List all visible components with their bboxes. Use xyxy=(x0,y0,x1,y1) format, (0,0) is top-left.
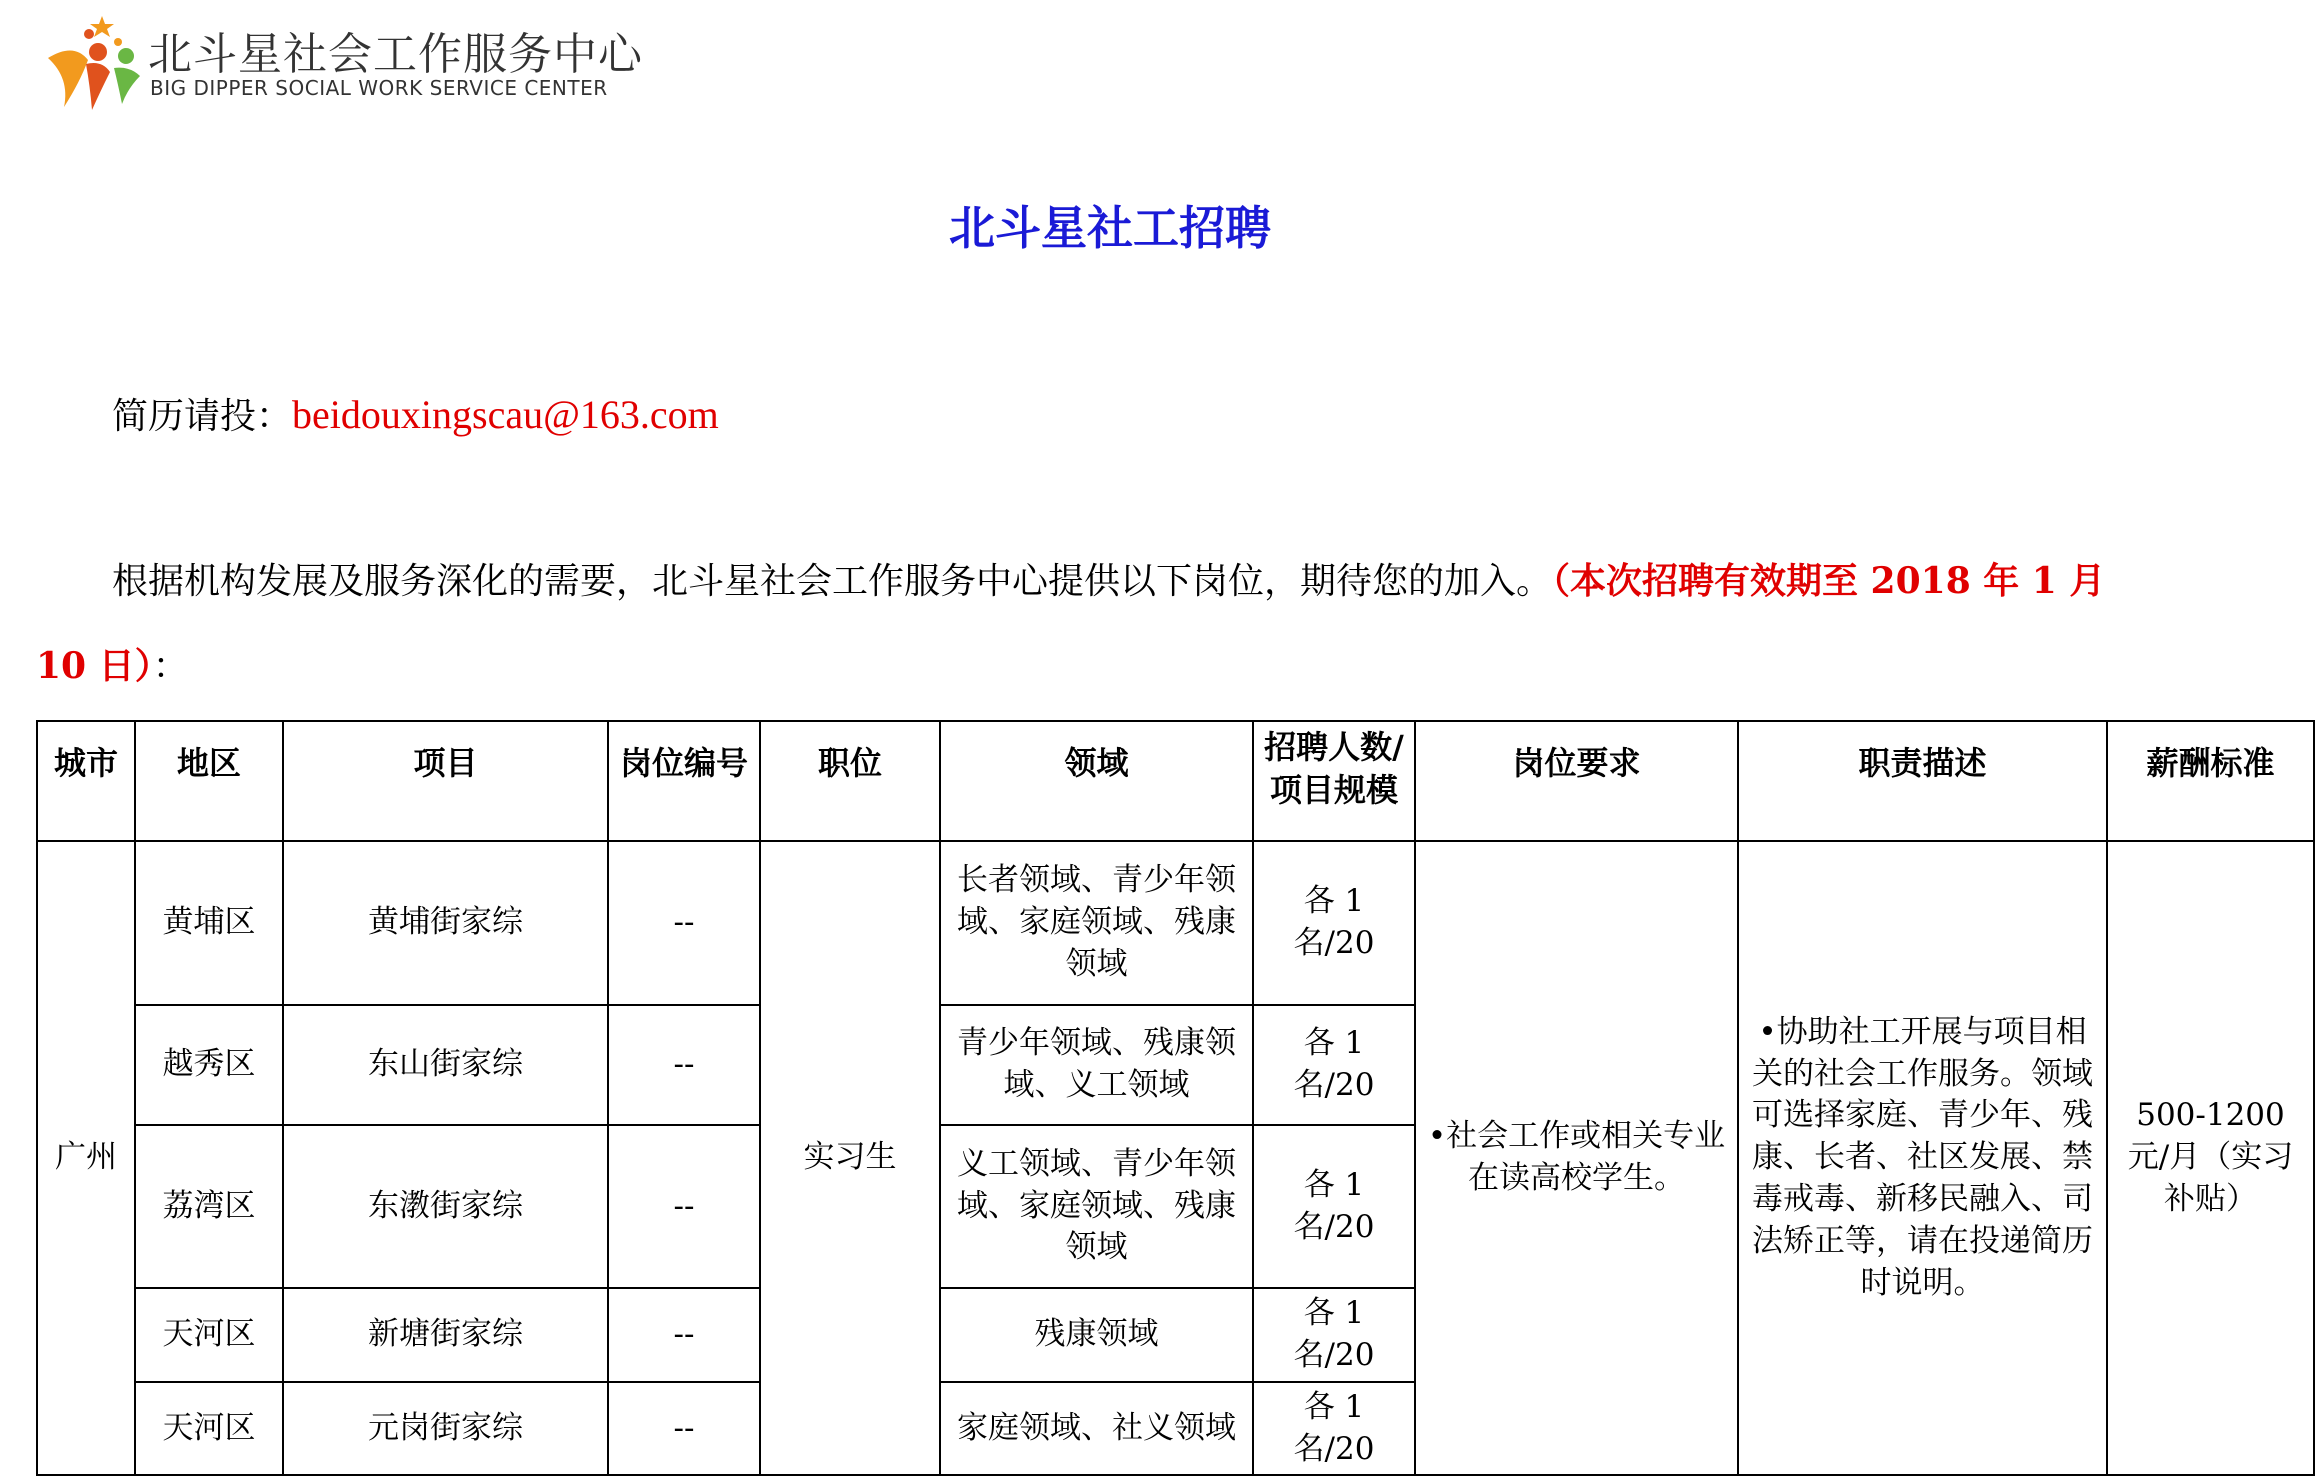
header-position-no: 岗位编号 xyxy=(608,721,760,841)
cell-district: 荔湾区 xyxy=(135,1125,283,1288)
header-count xyxy=(1253,721,1415,841)
cell-count: 各 1 名/20 xyxy=(1253,1005,1415,1125)
cell-count: 各 1 名/20 xyxy=(1253,1382,1415,1476)
page-title: 北斗星社工招聘 xyxy=(949,201,1271,255)
cell-count: 各 1 名/20 xyxy=(1253,1125,1415,1288)
cell-domain: 残康领域 xyxy=(940,1288,1253,1382)
cell-position-no: -- xyxy=(608,841,760,1005)
header-project: 项目 xyxy=(283,721,608,841)
cell-domain: 青少年领域、残康领域、义工领域 xyxy=(940,1005,1253,1125)
cell-position-no: -- xyxy=(608,1125,760,1288)
header-city: 城市 xyxy=(37,721,135,841)
cell-district: 黄埔区 xyxy=(135,841,283,1005)
deadline-text-part1: （本次招聘有效期至 2018 年 1 月 xyxy=(1552,560,2106,602)
cell-district: 天河区 xyxy=(135,1382,283,1476)
deadline-text-part2: 10 日） xyxy=(36,645,153,687)
header-count-line2: 项目规模 xyxy=(1269,771,1398,810)
cell-position-no: -- xyxy=(608,1005,760,1125)
cell-project: 东山街家综 xyxy=(283,1005,608,1125)
cell-project: 新塘街家综 xyxy=(283,1288,608,1382)
cell-position: 实习生 xyxy=(760,841,940,1475)
intro-paragraph-continued xyxy=(36,638,189,689)
resume-email-link[interactable]: beidouxingscau@163.com xyxy=(292,392,719,437)
header-district: 地区 xyxy=(135,721,283,841)
cell-count: 各 1 名/20 xyxy=(1253,841,1415,1005)
header-salary: 薪酬标准 xyxy=(2107,721,2314,841)
intro-tail: ： xyxy=(152,646,189,687)
header-duties: 职责描述 xyxy=(1738,721,2107,841)
cell-duties: •协助社工开展与项目相关的社会工作服务。领域可选择家庭、青少年、残康、长者、社区发展、禁毒戒毒、新移民融入、司法矫正等，请在投递简历时说明。 xyxy=(1738,841,2107,1475)
org-logo xyxy=(44,12,684,112)
org-name-en: BIG DIPPER SOCIAL WORK SERVICE CENTER xyxy=(150,76,608,100)
intro-text: 根据机构发展及服务深化的需要，北斗星社会工作服务中心提供以下岗位，期待您的加入。 xyxy=(112,561,1553,602)
cell-project: 黄埔街家综 xyxy=(283,841,608,1005)
big-dipper-logo-icon xyxy=(44,12,144,112)
cell-requirements: •社会工作或相关专业在读高校学生。 xyxy=(1415,841,1738,1475)
cell-domain: 义工领域、青少年领域、家庭领域、残康领域 xyxy=(940,1125,1253,1288)
table-row xyxy=(37,841,2314,1005)
cell-domain: 长者领域、青少年领域、家庭领域、残康领域 xyxy=(940,841,1253,1005)
header-position: 职位 xyxy=(760,721,940,841)
cell-project: 东漖街家综 xyxy=(283,1125,608,1288)
header-count-line1: 招聘人数/ xyxy=(1264,728,1404,766)
cell-position-no: -- xyxy=(608,1288,760,1382)
table-header-row xyxy=(37,721,2314,841)
intro-paragraph xyxy=(112,553,2105,604)
cell-district: 天河区 xyxy=(135,1288,283,1382)
cell-count: 各 1 名/20 xyxy=(1253,1288,1415,1382)
org-name-cn: 北斗星社会工作服务中心 xyxy=(148,29,643,80)
resume-label: 简历请投： xyxy=(112,396,293,437)
cell-project: 元岗街家综 xyxy=(283,1382,608,1476)
cell-city: 广州 xyxy=(37,841,135,1475)
header-domain: 领域 xyxy=(940,721,1253,841)
cell-domain: 家庭领域、社义领域 xyxy=(940,1382,1253,1476)
cell-district: 越秀区 xyxy=(135,1005,283,1125)
resume-line xyxy=(112,388,719,439)
cell-salary: 500-1200 元/月（实习补贴） xyxy=(2107,841,2314,1475)
cell-position-no: -- xyxy=(608,1382,760,1476)
header-requirements: 岗位要求 xyxy=(1415,721,1738,841)
recruitment-table xyxy=(36,720,2315,1476)
